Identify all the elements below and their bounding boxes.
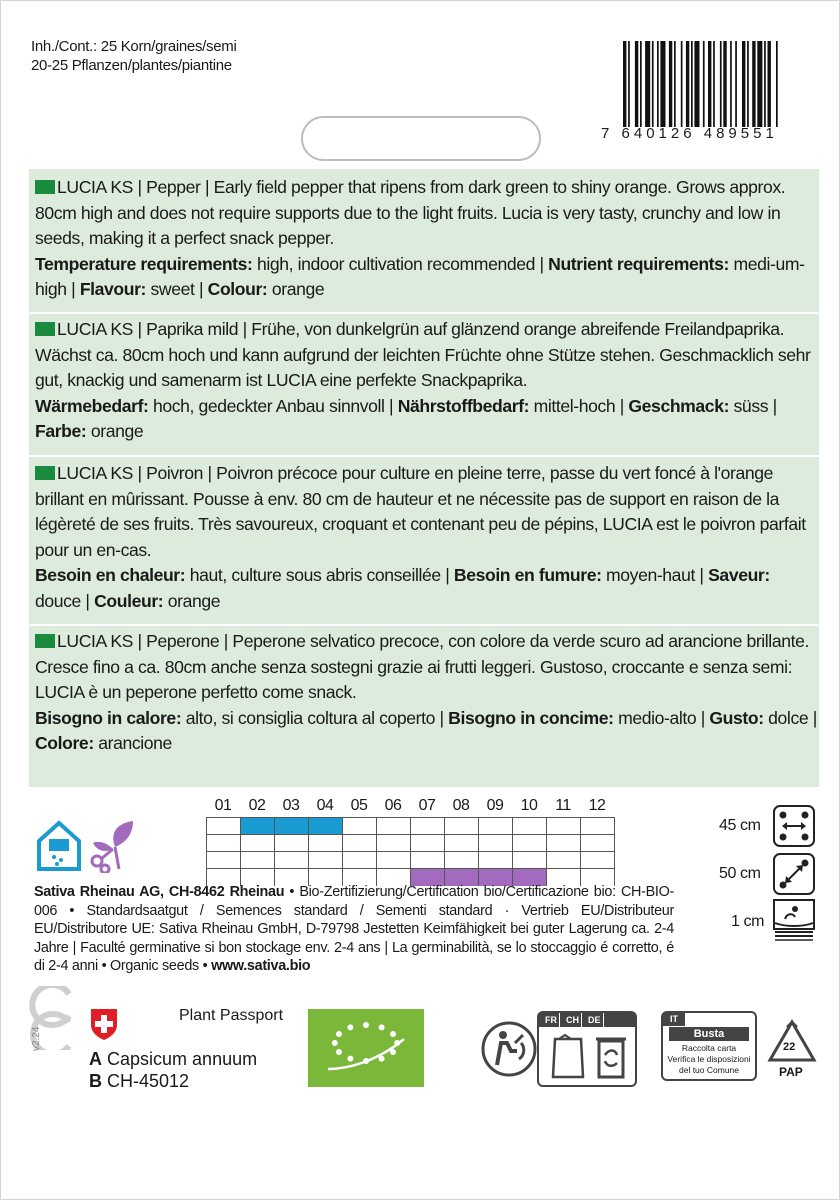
divider [29, 455, 819, 457]
calendar-cell [241, 835, 275, 852]
month-label: 04 [316, 797, 334, 814]
calendar-cell [241, 852, 275, 869]
divider [29, 624, 819, 626]
label: Colore: [35, 733, 94, 753]
calendar-cell [411, 835, 445, 852]
calendar-cell [275, 835, 309, 852]
botanical-name: Capsicum annuum [107, 1049, 258, 1069]
barcode-bar [768, 41, 771, 127]
barcode-bar [623, 41, 626, 127]
barcode-bar [640, 41, 642, 127]
eu-star-icon [336, 1049, 342, 1055]
eu-star-icon [379, 1024, 385, 1030]
label: Bisogno in concime: [448, 707, 614, 728]
barcode-bar [628, 41, 630, 127]
calendar-cell [547, 818, 581, 835]
value: medi-um-high | [35, 253, 805, 299]
green-square-icon [35, 466, 55, 480]
barcode-bar [752, 41, 755, 127]
eu-star-icon [347, 1024, 353, 1030]
swiss-shield-icon [89, 1007, 119, 1041]
section-french [29, 461, 819, 614]
eu-star-icon [379, 1056, 385, 1062]
calendar-cell [377, 818, 411, 835]
month-label: 03 [282, 797, 300, 814]
calendar-cell [343, 818, 377, 835]
calendar-cell [547, 835, 581, 852]
green-square-icon [35, 322, 55, 336]
eu-organic-logo [308, 1009, 424, 1087]
sowing-calendar [206, 817, 615, 886]
calendar-months [206, 797, 614, 815]
barcode-bar [757, 41, 762, 127]
barcode-bar [747, 41, 749, 127]
barcode-bar [691, 41, 693, 127]
calendar-cell [479, 835, 513, 852]
barcode-bar [635, 41, 638, 127]
website-link[interactable]: www.sativa.bio [211, 958, 311, 974]
eu-star-icon [336, 1031, 342, 1037]
hanger-slot [301, 116, 541, 161]
calendar-cell [207, 818, 241, 835]
barcode-bar [645, 41, 650, 127]
value: dolce | [763, 707, 817, 728]
calendar-cell [479, 818, 513, 835]
value: süss | [729, 395, 777, 416]
it-tag: IT [663, 1013, 685, 1026]
barcode-bar [681, 41, 683, 127]
value: sweet | [146, 279, 208, 299]
barcode-bar [720, 41, 722, 127]
version-label: v2.24 [31, 1026, 42, 1051]
barcode-bar [703, 41, 705, 127]
value: orange [163, 590, 221, 611]
barcode-bar [723, 41, 726, 127]
month-label: 10 [520, 797, 538, 814]
section-text: LUCIA KS | Poivron | Poivron précoce pour culture en pleine terre, passe du vert foncé à l'orange brillant en mûrissant. Pousse à env. 80 cm de hauteur et ne nécessite pas de support en raison de la légèreté de ses fruits. Très savoureux, croquant et contenant peu de pépins, LUCIA est le poivron parfait pour un en-cas. [35, 463, 806, 560]
month-label: 01 [214, 797, 232, 814]
country-tag: CH [564, 1013, 582, 1027]
paper-bag-icon [551, 1033, 585, 1079]
value: moyen-haut | [601, 565, 709, 585]
label: Couleur: [94, 590, 164, 611]
value: orange [267, 279, 325, 299]
label: Farbe: [35, 421, 87, 441]
section-text: LUCIA KS | Peperone | Peperone selvatico precoce, con colore da verde scuro ad arancione brillante. Cresce fino a ca. 80cm anche senza sostegni grazie ai frutti leggeri. Gustoso, croccante e senza semi: LUCIA è un peperone perfetto come snack. [35, 631, 809, 702]
label: Wärmebedarf: [35, 395, 149, 416]
month-label: 08 [452, 797, 470, 814]
label-a: A [89, 1049, 102, 1069]
barcode-number: 7 640126 489551 [601, 125, 778, 142]
barcode-bar [674, 41, 676, 127]
calendar-cell [241, 818, 275, 835]
calendar-row [207, 835, 615, 852]
eu-star-icon [390, 1049, 396, 1055]
label: Besoin en fumure: [453, 565, 602, 585]
sowing-depth-icon [773, 899, 815, 941]
calendar-cell [207, 835, 241, 852]
eu-star-icon [347, 1056, 353, 1062]
calendar-cell [445, 835, 479, 852]
eu-star-icon [363, 1058, 369, 1064]
label: Temperature requirements: [35, 253, 253, 274]
calendar-row [207, 818, 615, 835]
label: Colour: [207, 279, 268, 299]
company-name: Sativa Rheinau AG, CH-8462 Rheinau [34, 884, 285, 900]
barcode-bar [708, 41, 711, 127]
divider [29, 312, 819, 314]
month-label: 07 [418, 797, 436, 814]
label: Nährstoffbedarf: [397, 395, 530, 416]
eu-star-icon [332, 1040, 338, 1046]
barcode-bar [686, 41, 689, 127]
section-german [29, 317, 819, 445]
calendar-cell [479, 852, 513, 869]
producer-info [34, 883, 674, 976]
barcode-bar [735, 41, 737, 127]
calendar-cell [547, 852, 581, 869]
busta-sub: Raccolta carta [681, 1043, 737, 1053]
calendar-cell [275, 852, 309, 869]
recycling-sorting-box [537, 1011, 637, 1087]
label: Geschmack: [628, 395, 730, 416]
green-square-icon [35, 634, 55, 648]
calendar-cell [513, 852, 547, 869]
value: mittel-hoch | [529, 395, 629, 416]
calendar-cell [581, 852, 615, 869]
bin-icon [595, 1033, 627, 1079]
eu-star-icon [394, 1040, 400, 1046]
label: Bisogno in calore: [35, 707, 182, 728]
month-label: 12 [588, 797, 606, 814]
section-text: LUCIA KS | Pepper | Early field pepper that ripens from dark green to shiny orange. Grows approx. 80cm high and does not require supports due to the light fruits. Lucia is very tasty, crunchy and low in seeds, making it a perfect snack pepper. [35, 177, 786, 248]
busta-label: Busta [669, 1027, 749, 1041]
section-text: LUCIA KS | Paprika mild | Frühe, von dunkelgrün auf glänzend orange abreifende Freilandpaprika. Wächst ca. 80cm hoch und kann aufgrund der leichten Früchte ohne Stütze stehen. Geschmacklich sehr gut, knackig und samenarm ist LUCIA eine perfekte Snackpaprika. [35, 319, 811, 390]
plant-spacing-value: 50 cm [719, 865, 761, 882]
calendar-cell [207, 852, 241, 869]
month-label: 09 [486, 797, 504, 814]
busta-notes [663, 1043, 755, 1076]
calendar-cell [411, 818, 445, 835]
month-label: 06 [384, 797, 402, 814]
italy-disposal-box [661, 1011, 757, 1081]
country-tag: FR [543, 1013, 560, 1027]
calendar-cell [377, 852, 411, 869]
plant-passport-details [89, 1048, 257, 1092]
value: orange [86, 421, 144, 441]
month-label: 11 [555, 797, 571, 814]
month-label: 05 [350, 797, 368, 814]
barcode-bar [669, 41, 672, 127]
calendar-cell [411, 852, 445, 869]
barcode-bar [694, 41, 699, 127]
calendar-cell [275, 818, 309, 835]
row-spacing-icon [773, 805, 815, 847]
barcode-bar [660, 41, 665, 127]
plant-spacing-icon [773, 853, 815, 895]
barcode-bar [652, 41, 654, 127]
calendar-row [207, 852, 615, 869]
value: high, indoor cultivation recommended | [252, 253, 549, 274]
calendar-cell [445, 818, 479, 835]
contents-info [31, 37, 237, 75]
label-b: B [89, 1071, 102, 1091]
value: arancione [93, 733, 172, 753]
calendar-cell [513, 818, 547, 835]
country-tag: DE [586, 1013, 604, 1027]
value: alto, si consiglia coltura al coperto | [181, 707, 449, 728]
barcode-bar [657, 41, 659, 127]
barcode-bar [764, 41, 766, 127]
registration-number: CH-45012 [107, 1071, 190, 1091]
greenhouse-sowing-icon [35, 819, 83, 873]
label: Nutrient requirements: [548, 253, 729, 274]
value: haut, culture sous abris conseillée | [185, 565, 454, 585]
calendar-cell [343, 835, 377, 852]
barcode-bar [742, 41, 745, 127]
barcode-bar [730, 41, 732, 127]
section-italian [29, 629, 819, 757]
row-spacing-value: 45 cm [719, 817, 761, 834]
busta-note: del tuo Comune [678, 1065, 739, 1075]
month-label: 02 [248, 797, 266, 814]
calendar-cell [581, 835, 615, 852]
calendar-cell [309, 835, 343, 852]
calendar-cell [309, 852, 343, 869]
value: hoch, gedeckter Anbau sinnvoll | [148, 395, 398, 416]
calendar-cell [513, 835, 547, 852]
country-tags [539, 1013, 635, 1027]
harvest-scissors-icon [89, 817, 141, 873]
section-english [29, 175, 819, 303]
label: Gusto: [709, 707, 764, 728]
eu-star-icon [363, 1022, 369, 1028]
recycle-person-icon [481, 1021, 537, 1077]
plants-line: 20-25 Pflanzen/plantes/piantine [31, 57, 232, 74]
calendar-cell [581, 818, 615, 835]
calendar-cell [343, 852, 377, 869]
label: Saveur: [708, 565, 770, 585]
calendar-cell [377, 835, 411, 852]
label: Flavour: [79, 279, 147, 299]
barcode-bar [776, 41, 778, 127]
pap-label: PAP [779, 1065, 803, 1079]
plant-passport-title: Plant Passport [179, 1007, 284, 1024]
certification-text: • Bio-Zertifizierung/Certification bio/Certificazione bio: CH-BIO-006 • Standardsaatgut / Semences standard / Sementi standard · Vertrieb EU/Distributeur EU/Distributore UE: Sativa Rheinau GmbH, D-79798 Jestetten Keimfähigkeit bei guter Lagerung ca. 2-4 Jahre | Faculté germinative si bon stockage env. 2-4 ans | La germinabilità, se lo stoccaggio é corretto, é di 2-4 anni • Organic seeds • [34, 884, 675, 974]
busta-note: Verifica le disposizioni [667, 1054, 751, 1064]
barcode-bar [713, 41, 715, 127]
pap-number: 22 [783, 1041, 796, 1053]
sowing-depth-value: 1 cm [731, 913, 765, 930]
green-square-icon [35, 180, 55, 194]
value: medio-alto | [613, 707, 710, 728]
calendar-cell [445, 852, 479, 869]
description-panel [29, 169, 819, 787]
eu-star-icon [390, 1031, 396, 1037]
contents-line: Inh./Cont.: 25 Korn/graines/semi [31, 38, 237, 55]
label: Besoin en chaleur: [35, 565, 186, 585]
value: douce | [35, 590, 95, 611]
calendar-cell [309, 818, 343, 835]
